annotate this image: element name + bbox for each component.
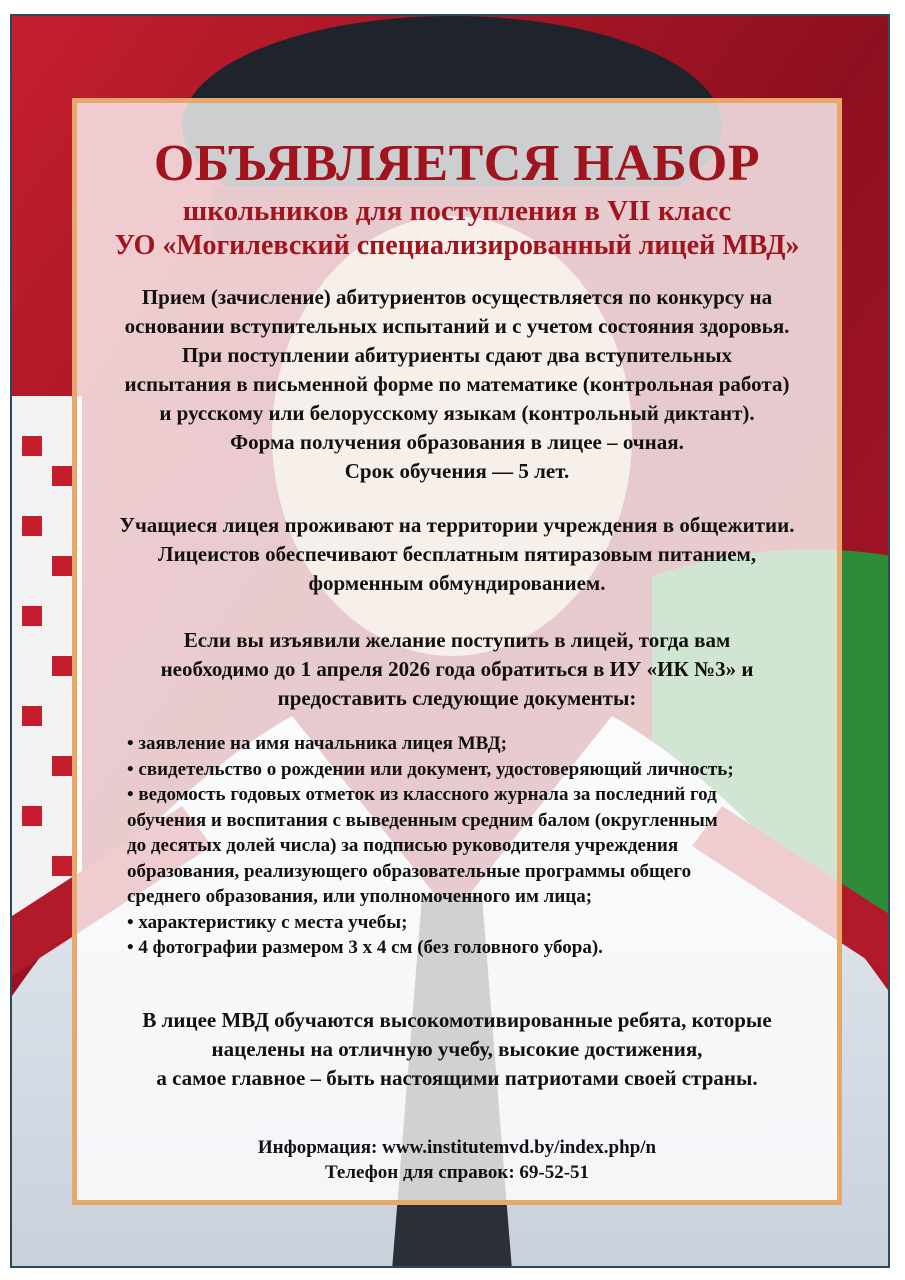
list-item: • свидетельство о рождении или документ, удостоверяющий личность; [127, 758, 734, 780]
list-item: образования, реализующего образовательные программы общего [127, 860, 692, 882]
list-item: • ведомость годовых отметок из классного журнала за последний год [127, 784, 717, 805]
list-item: обучения и воспитания с выведенным средним балом (округленным [127, 809, 718, 831]
admission-info [77, 283, 837, 486]
text-line: Форма получения образования в лицее – очная. [230, 430, 684, 454]
living-info [77, 511, 837, 598]
text-line: а самое главное – быть настоящими патриотами своей страны. [156, 1066, 758, 1090]
documents-list [127, 731, 847, 961]
text-line: и русскому или белорусскому языкам (контрольный диктант). [159, 401, 755, 425]
list-item: до десятых долей числа) за подписью руководителя учреждения [127, 835, 679, 856]
list-item: среднего образования, или уполномоченного им лица; [127, 886, 593, 907]
info-link[interactable]: Информация: www.institutemvd.by/index.php/n [257, 1137, 657, 1158]
announcement-subtitle: школьников для поступления в VII класс [182, 195, 732, 227]
text-line: В лицее МВД обучаются высокомотивированные ребята, которые [142, 1008, 772, 1032]
text-line: необходимо до 1 апреля 2026 года обратиться в ИУ «ИК №3» и [160, 657, 754, 681]
school-name: УО «Могилевский специализированный лицей МВД» [114, 230, 800, 261]
list-item: • характеристику с места учебы; [127, 911, 408, 933]
phone-number: Телефон для справок: 69-52-51 [324, 1162, 590, 1183]
closing-text [77, 1006, 837, 1093]
text-line: При поступлении абитуриенты сдают два вступительных [181, 343, 733, 367]
poster-frame [10, 14, 890, 1268]
text-line: нацелены на отличную учебу, высокие достижения, [211, 1037, 703, 1061]
text-line: Лицеистов обеспечивают бесплатным пятиразовым питанием, [157, 542, 757, 566]
announcement-title: ОБЪЯВЛЯЕТСЯ НАБОР [153, 135, 761, 192]
list-item: • 4 фотографии размером 3 х 4 см (без головного убора). [127, 937, 603, 958]
text-line: испытания в письменной форме по математике (контрольная работа) [124, 372, 790, 396]
contacts [77, 1135, 837, 1185]
announcement-panel [72, 98, 842, 1205]
text-line: Учащиеся лицея проживают на территории учреждения в общежитии. [119, 513, 795, 537]
text-line: основании вступительных испытаний и с учетом состояния здоровья. [124, 314, 790, 338]
text-line: форменным обмундированием. [308, 571, 606, 595]
list-item: • заявление на имя начальника лицея МВД; [127, 733, 507, 754]
apply-info [77, 626, 837, 713]
text-line: Если вы изъявили желание поступить в лицей, тогда вам [183, 628, 731, 652]
text-line: предоставить следующие документы: [277, 686, 637, 710]
text-line: Срок обучения — 5 лет. [344, 459, 570, 483]
text-line: Прием (зачисление) абитуриентов осуществляется по конкурсу на [141, 285, 773, 309]
